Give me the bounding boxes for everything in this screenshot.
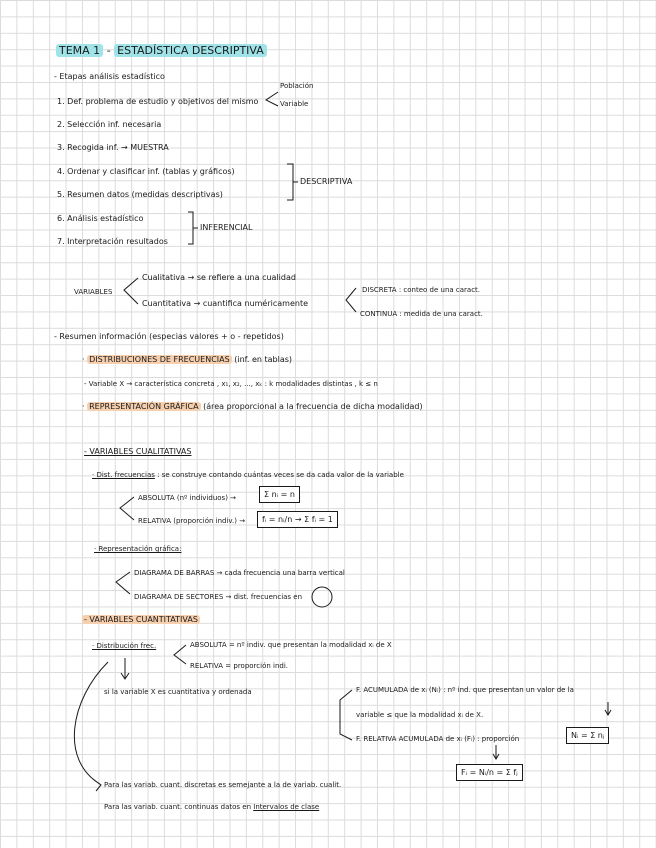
resumen-heading: - Resumen información (especias valores + o - repetidos) [54,332,284,341]
distribuciones-title: DISTRIBUCIONES DE FRECUENCIAS [89,355,230,364]
label-inferencial: INFERENCIAL [200,223,253,232]
curved-arrow-icon [74,662,108,791]
f-acumulada: F. ACUMULADA de xᵢ (Nᵢ) : nº ind. que presentan un valor de la [356,686,574,694]
bracket-graficos [116,572,130,594]
etapa-6: 6. Análisis estadístico [57,214,144,223]
bracket-variables [124,278,138,304]
page-title [56,45,267,57]
etapa-2: 2. Selección inf. necesaria [57,120,162,129]
cuant-dist-label: · Distribución frec. [92,642,157,650]
variable-discreta: DISCRETA : conteo de una caract. [362,286,481,294]
cuant-relativa: RELATIVA = proporción indi. [190,662,289,670]
cualit-dist-text: : se construye contando cuántas veces se da cada valor de la variable [157,471,404,479]
f-acumulada-2: variable ≤ que la modalidad xᵢ de X. [356,711,484,719]
distribuciones-note: (inf. en tablas) [234,355,293,364]
cuant-continuas-line [104,801,319,813]
branch-variable: Variable [280,100,309,108]
cualitativas-heading: - VARIABLES CUALITATIVAS [84,447,192,456]
down-arrow-ni-icon [605,702,611,715]
f-relativa-acumulada: F. RELATIVA ACUMULADA de xᵢ (Fᵢ) : proporción [356,735,520,743]
bracket-cuant [174,645,186,664]
cuant-absoluta: ABSOLUTA = nº indiv. que presentan la modalidad xᵢ de X [190,641,392,649]
cuantitativas-heading: - VARIABLES CUANTITATIVAS [84,615,198,624]
title-tema: TEMA 1 [56,44,103,57]
representacion-note: (área proporcional a la frecuencia de dicha modalidad) [203,402,423,411]
label-descriptiva: DESCRIPTIVA [300,177,353,186]
bracket-cualit [120,497,134,520]
etapa-4: 4. Ordenar y clasificar inf. (tablas y gráficos) [57,167,235,176]
etapa-3: 3. Recogida inf. → MUESTRA [57,143,169,152]
distribuciones-line: · DISTRIBUCIONES DE FRECUENCIAS (inf. en tablas) [82,355,293,364]
cualit-relativa: RELATIVA (proporción indiv.) → [138,517,246,525]
bracket-inferencial [188,212,198,244]
diagrama-barras: DIAGRAMA DE BARRAS → cada frecuencia una barra vertical [134,569,345,577]
cuant-ordenada: si la variable X es cuantitativa y ordenada [104,688,252,696]
etapa-1: 1. Def. problema de estudio y objetivos del mismo [57,97,259,106]
down-arrow-icon [121,658,129,679]
title-name: ESTADÍSTICA DESCRIPTIVA [114,44,267,57]
representacion-line: · REPRESENTACIÓN GRÁFICA (área proporcional a la frecuencia de dicha modalidad) [82,402,423,411]
absoluta-formula-box: Σ nᵢ = n [259,486,300,503]
title-dash: - [106,44,111,57]
cualit-dist-label: · Dist. frecuencias [92,471,155,479]
etapa-7: 7. Interpretación resultados [57,237,168,246]
branch-poblacion: Población [280,82,314,90]
bracket-poblacion [266,92,278,106]
variable-x-line: - Variable X → característica concreta , x₁, x₂, ..., xₖ : k modalidades distintas , k ≤ n [84,380,378,388]
variable-continua: CONTINUA : medida de una caract. [360,310,483,318]
bracket-acumulada [340,690,352,740]
cualit-repr-label: · Representación gráfica: [94,545,182,553]
etapa-5: 5. Resumen datos (medidas descriptivas) [57,190,223,199]
bracket-descriptiva [287,164,298,200]
fi-formula-box: Fᵢ = Nᵢ/n = Σ fⱼ [456,764,523,781]
intervalos-de-clase: Intervalos de clase [253,803,320,811]
relativa-formula-box: fᵢ = nᵢ/n → Σ fᵢ = 1 [257,511,338,528]
representacion-title: REPRESENTACIÓN GRÁFICA [89,402,199,411]
cuant-discretas: Para las variab. cuant. discretas es semejante a la de variab. cualit. [104,781,342,789]
variables-label: VARIABLES [74,288,113,296]
variable-cuantitativa: Cuantitativa → cuantifica numéricamente [142,299,309,308]
variable-cualitativa: Cualitativa → se refiere a una cualidad [142,273,296,282]
down-arrow-fi-icon [493,745,499,759]
ni-formula-box: Nᵢ = Σ nⱼ [566,727,609,744]
bracket-discreta [346,288,356,312]
diagrama-sectores: DIAGRAMA DE SECTORES → dist. frecuencias en [134,593,303,601]
sector-circle-icon [312,587,332,607]
etapas-heading: - Etapas análisis estadístico [54,72,165,81]
cuantitativas-heading-line [82,614,200,626]
cualit-absoluta: ABSOLUTA (nº individuos) → [138,494,237,502]
cualit-dist-line [92,469,404,481]
cuant-continuas: Para las variab. cuant. continuas datos en [104,803,252,811]
